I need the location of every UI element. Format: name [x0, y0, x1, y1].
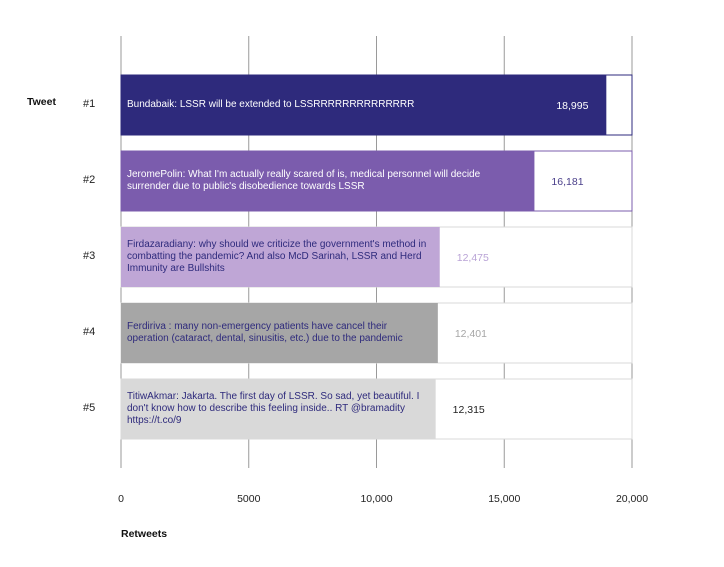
- x-tick-label-4: 20,000: [615, 493, 649, 505]
- bar-value-label: 16,181: [551, 176, 584, 188]
- y-axis-title: Tweet: [27, 96, 56, 108]
- x-tick-label-1: 5000: [237, 493, 261, 505]
- x-tick-label-0: 0: [118, 493, 124, 505]
- bar-tweet-text: JeromePolin: What I'm actually really scared of is, medical personnel will decide surrender due to public's disobedience towards LSSR: [127, 169, 481, 192]
- bar-tweet-text: Bundabaik: LSSR will be extended to LSSRRRRRRRRRRRRRR: [127, 99, 415, 110]
- tweet-rank-label: #5: [83, 402, 96, 414]
- bar-value-label: 18,995: [556, 100, 589, 112]
- x-tick-label-2: 10,000: [360, 493, 393, 505]
- tweet-rank-label: #4: [83, 326, 96, 338]
- bar-tweet-text: TitiwAkmar: Jakarta. The first day of LSSR. So sad, yet beautiful. I don't know how to describe this feeling inside.. RT @bramadity https://t.co/9: [127, 391, 420, 426]
- bar-tweet-text: Ferdiriva : many non-emergency patients have cancel their operation (cataract, dental, sinusitis, etc.) due to the pandemic: [127, 321, 403, 344]
- bar-tweet-text: Firdazaradiany: why should we criticize the government's method in combatting the pandemic? And also McD Sarinah, LSSR and Herd Immunity are Bullshits: [127, 239, 427, 274]
- x-axis-title: Retweets: [121, 528, 168, 540]
- tweet-rank-label: #1: [83, 98, 96, 110]
- bar-value-label: 12,475: [456, 252, 489, 264]
- bar-value-label: 12,315: [452, 404, 485, 416]
- tweet-rank-label: #2: [83, 174, 96, 186]
- bar-value-label: 12,401: [454, 328, 487, 340]
- tweet-rank-label: #3: [83, 250, 96, 262]
- x-tick-label-3: 15,000: [488, 493, 521, 505]
